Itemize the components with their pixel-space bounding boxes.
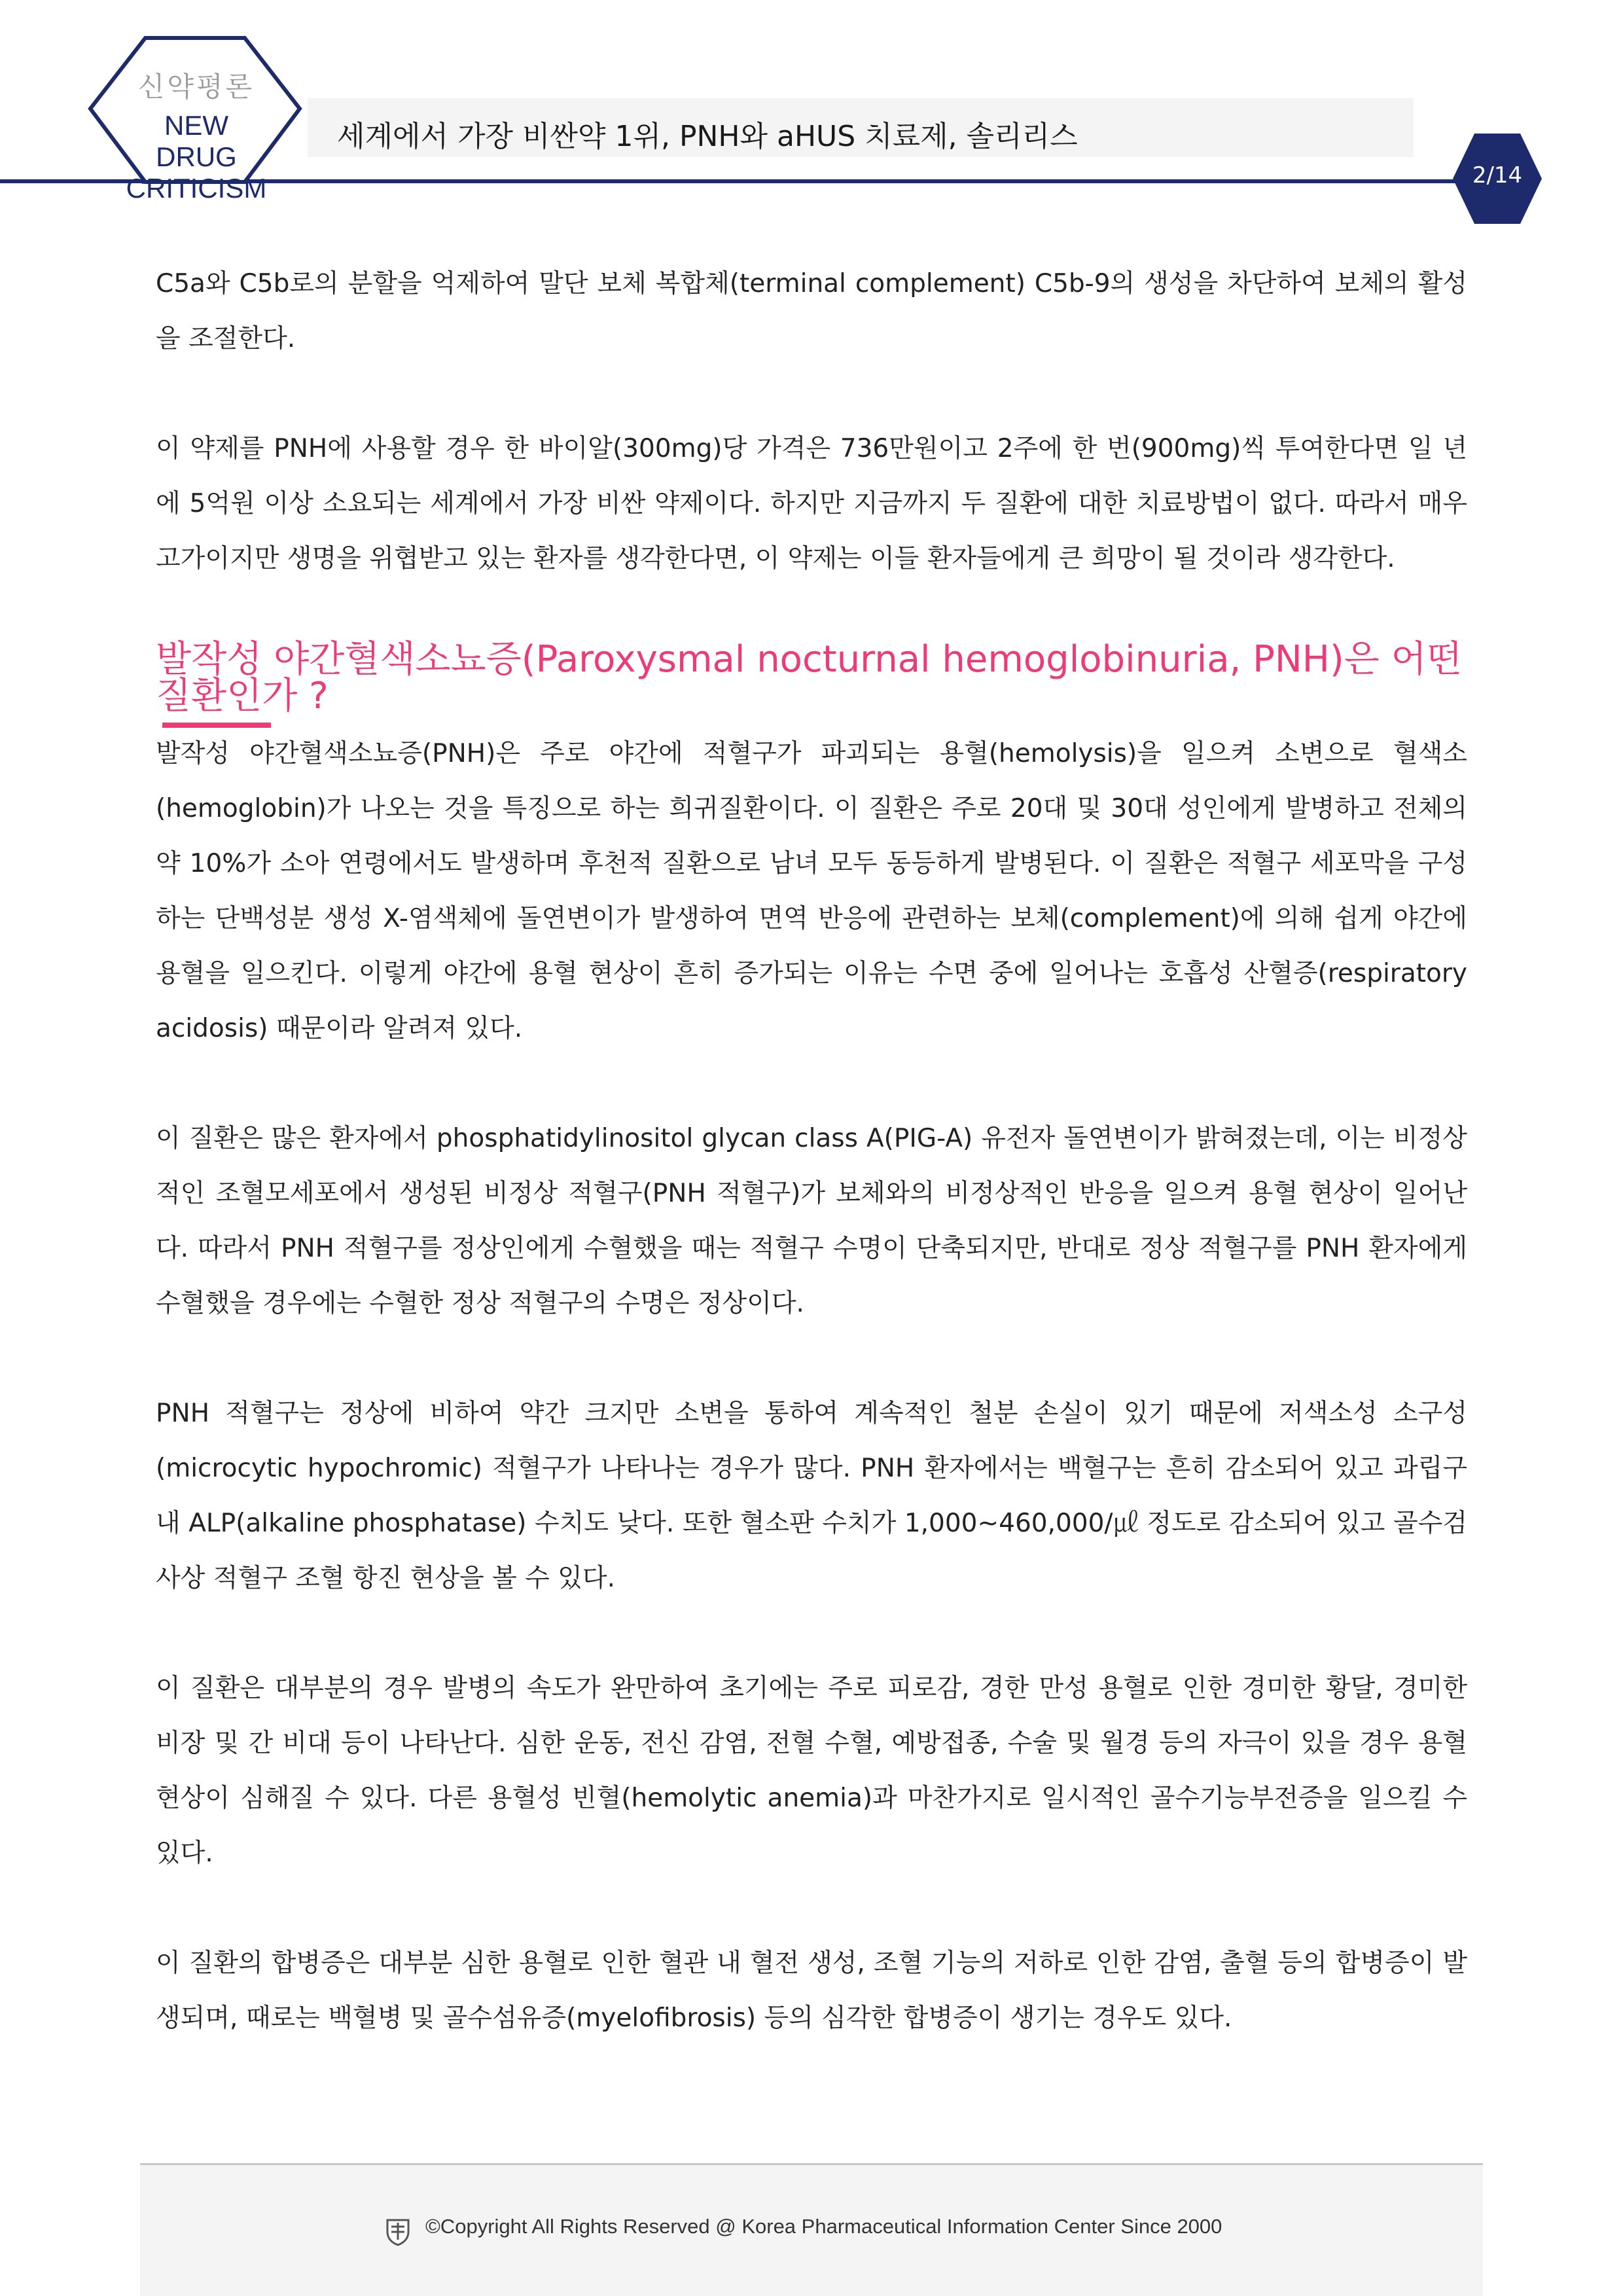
copyright-text: ©Copyright All Rights Reserved @ Korea Pharmaceutical Information Center Since 2000 bbox=[425, 2215, 1222, 2238]
logo-english-text bbox=[121, 110, 272, 204]
paragraph-definition: 발작성 야간혈색소뇨증(PNH)은 주로 야간에 적혈구가 파괴되는 용혈(hemolysis)을 일으켜 소변으로 혈색소(hemoglobin)가 나오는 것을 특징으로 하는 희귀질환이다. 이 질환은 주로 20대 및 30대 성인에게 발병하고 전체의 약 10%가 소아 연령에서도 발생하며 후천적 질환으로 남녀 모두 동등하게 발병된다. 이 질환은 적혈구 세포막을 구성하는 단백성분 생성 X-염색체에 돌연변이가 발생하여 면역 반응에 관련하는 보체(complement)에 의해 쉽게 야간에 용혈을 일으킨다. 이렇게 야간에 용혈 현상이 흔히 증가되는 이유는 수면 중에 일어나는 호흡성 산혈증(respiratory acidosis) 때문이라 알려져 있다. bbox=[156, 739, 1467, 1043]
paragraph-genetics: 이 질환은 많은 환자에서 phosphatidylinositol glycan class A(PIG-A) 유전자 돌연변이가 밝혀졌는데, 이는 비정상적인 조혈모세포에서 생성된 비정상 적혈구(PNH 적혈구)가 보체와의 비정상적인 반응을 일으켜 용혈 현상이 일어난다. 따라서 PNH 적혈구를 정상인에게 수혈했을 때는 적혈구 수명이 단축되지만, 반대로 정상 적혈구를 PNH 환자에게 수혈했을 경우에는 수혈한 정상 적혈구의 수명은 정상이다. bbox=[156, 1124, 1467, 1318]
paragraph-price: 이 약제를 PNH에 사용할 경우 한 바이알(300mg)당 가격은 736만원이고 2주에 한 번(900mg)씩 투여한다면 일 년에 5억원 이상 소요되는 세계에서 가장 비싼 약제이다. 하지만 지금까지 두 질환에 대한 치료방법이 없다. 따라서 매우 고가이지만 생명을 위협받고 있는 환자를 생각한다면, 이 약제는 이들 환자들에게 큰 희망이 될 것이라 생각한다. bbox=[156, 434, 1467, 573]
paragraph-lab-findings: PNH 적혈구는 정상에 비하여 약간 크지만 소변을 통하여 계속적인 철분 손실이 있기 때문에 저색소성 소구성(microcytic hypochromic) 적혈구가 나타나는 경우가 많다. PNH 환자에서는 백혈구는 흔히 감소되어 있고 과립구 내 ALP(alkaline phosphatase) 수치도 낮다. 또한 혈소판 수치가 1,000~460,000/㎕ 정도로 감소되어 있고 골수검사상 적혈구 조혈 항진 현상을 볼 수 있다. bbox=[156, 1399, 1467, 1593]
paragraph-complications: 이 질환의 합병증은 대부분 심한 용혈로 인한 혈관 내 혈전 생성, 조혈 기능의 저하로 인한 감염, 출혈 등의 합병증이 발생되며, 때로는 백혈병 및 골수섬유증(myelofibrosis) 등의 심각한 합병증이 생기는 경우도 있다. bbox=[156, 1948, 1467, 2033]
section-heading: 발작성 야간혈색소뇨증(Paroxysmal nocturnal hemoglobinuria, PNH)은 어떤 질환인가 ? bbox=[156, 638, 1462, 717]
logo-english-line-1: NEW DRUG bbox=[156, 110, 237, 172]
page-indicator: 2/14 bbox=[1472, 162, 1523, 188]
logo-english-line-2: CRITICISM bbox=[126, 173, 267, 204]
document-title: 세계에서 가장 비싼약 1위, PNH와 aHUS 치료제, 솔리리스 bbox=[337, 120, 1078, 153]
article-body bbox=[156, 257, 1467, 2046]
paragraph-symptoms: 이 질환은 대부분의 경우 발병의 속도가 완만하여 초기에는 주로 피로감, 경한 만성 용혈로 인한 경미한 황달, 경미한 비장 및 간 비대 등이 나타난다. 심한 운동, 전신 감염, 전혈 수혈, 예방접종, 수술 및 월경 등의 자극이 있을 경우 용혈 현상이 심해질 수 있다. 다른 용혈성 빈혈(hemolytic anemia)과 마찬가지로 일시적인 골수기능부전증을 일으킬 수 있다. bbox=[156, 1674, 1467, 1868]
paragraph-mechanism: C5a와 C5b로의 분할을 억제하여 말단 보체 복합체(terminal complement) C5b-9의 생성을 차단하여 보체의 활성을 조절한다. bbox=[156, 269, 1467, 353]
shield-emblem-icon bbox=[385, 2217, 411, 2246]
logo-korean-text: 신약평론 bbox=[137, 71, 255, 103]
